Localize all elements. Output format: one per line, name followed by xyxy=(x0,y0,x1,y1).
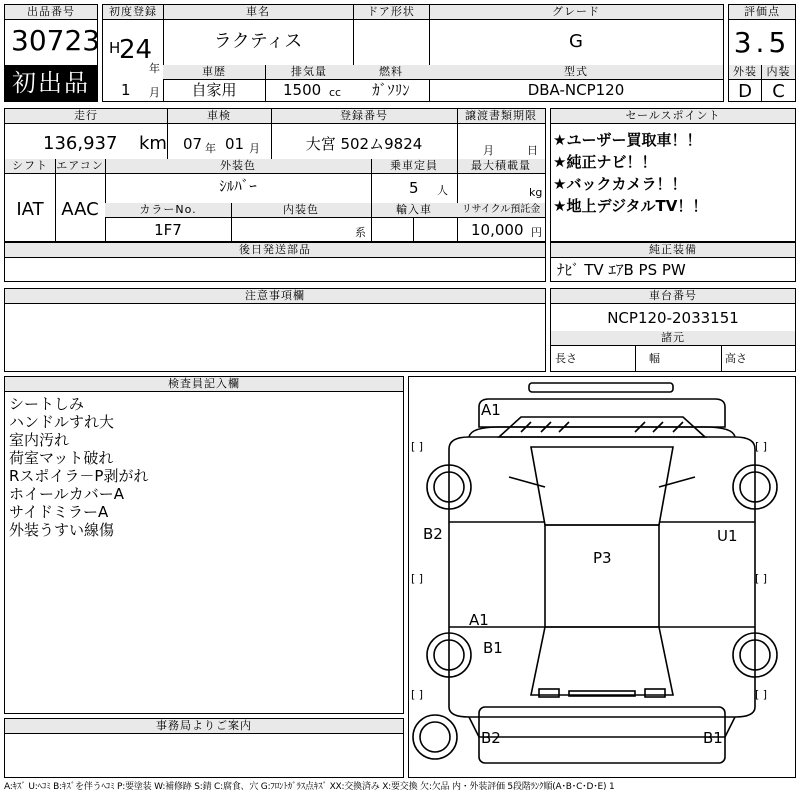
chassis-no-label: 車台番号 xyxy=(551,289,795,304)
first-reg-label: 初度登録 xyxy=(103,5,163,20)
sales-point: ★純正ナビ！！ xyxy=(553,153,657,171)
lot-number-label: 出品番号 xyxy=(5,5,97,20)
fuel-label: 燃料 xyxy=(353,65,429,80)
sales-points-box xyxy=(550,108,796,242)
height-label: 高さ xyxy=(725,352,747,365)
bracket-left-3: [ ] xyxy=(411,688,424,701)
inspector-note: 外装うすい線傷 xyxy=(9,521,115,539)
exterior-score: D xyxy=(738,81,752,102)
transfer-month: 月 xyxy=(483,144,494,157)
mileage-unit: km xyxy=(139,133,167,154)
import-label: 輸入車 xyxy=(371,203,457,218)
chassis-number: NCP120-2033151 xyxy=(607,309,739,327)
fuel: ｶﾞｿﾘﾝ xyxy=(372,81,410,99)
car-name: ラクティス xyxy=(213,31,303,52)
exterior-label: 外装 xyxy=(729,65,761,80)
displacement-unit: cc xyxy=(329,86,342,99)
mark-b2-left: B2 xyxy=(423,525,443,543)
grade-label: グレード xyxy=(429,5,723,20)
bracket-left-1: [ ] xyxy=(411,440,424,453)
model-label: 型式 xyxy=(429,65,723,80)
capacity-label: 乗車定員 xyxy=(371,159,457,174)
car-diagram xyxy=(408,376,796,778)
registration-number: 大宮 502ム9824 xyxy=(305,135,423,153)
mark-p3-roof: P3 xyxy=(593,549,612,567)
recycle-unit: 円 xyxy=(531,226,542,239)
dimensions-label: 諸元 xyxy=(551,331,795,346)
cautions-label: 注意事項欄 xyxy=(5,289,545,304)
later-parts-label: 後日発送部品 xyxy=(5,243,545,258)
year-unit: 年 xyxy=(149,62,160,75)
recycle-label: リサイクル預託金 xyxy=(457,203,545,218)
inspection-month-unit: 月 xyxy=(249,142,260,155)
bracket-right-3: [ ] xyxy=(755,688,768,701)
lot-number: 30723 xyxy=(11,24,101,57)
ext-color-label: 外装色 xyxy=(105,159,371,174)
inspection-month: 01 xyxy=(225,135,245,153)
inspector-note: 荷室マット破れ xyxy=(9,449,114,467)
main-spec-box xyxy=(102,4,724,102)
cautions-box xyxy=(4,288,546,372)
genuine-equipment-box xyxy=(550,242,796,282)
grade: G xyxy=(569,31,583,52)
color-no: 1F7 xyxy=(154,221,182,239)
mark-b1-rear: B1 xyxy=(703,729,723,747)
capacity: 5 xyxy=(409,179,419,197)
inspection-label: 車検 xyxy=(167,109,271,124)
mark-a1-front: A1 xyxy=(481,401,501,419)
int-color-unit: 系 xyxy=(355,226,366,239)
mark-b2-rear: B2 xyxy=(481,729,501,747)
later-parts-box xyxy=(4,242,546,282)
inspector-note: シートしみ xyxy=(9,395,85,413)
year: 24 xyxy=(119,35,153,65)
genuine-equipment: ﾅﾋﾞ TV ｴｱB PS PW xyxy=(557,261,686,279)
color-no-label: カラーNo. xyxy=(105,203,231,218)
displacement: 1500 xyxy=(283,81,322,99)
office-box xyxy=(4,718,404,778)
detail-box xyxy=(4,108,546,242)
displacement-label: 排気量 xyxy=(265,65,353,80)
genuine-equipment-label: 純正装備 xyxy=(551,243,795,258)
score-box xyxy=(728,4,796,102)
shift-label: シフト xyxy=(5,159,55,174)
length-label: 長さ xyxy=(555,352,577,365)
score: 3.5 xyxy=(733,26,791,59)
aircon-label: エアコン xyxy=(56,159,104,172)
reg-no-label: 登録番号 xyxy=(271,109,457,124)
max-load-label: 最大積載量 xyxy=(457,159,545,174)
first-reg-month: 1 xyxy=(121,81,131,99)
sales-points-label: セールスポイント xyxy=(551,109,795,124)
chassis-box xyxy=(550,288,796,372)
transfer-day: 日 xyxy=(527,144,538,157)
mark-u1-right: U1 xyxy=(717,527,738,545)
bracket-left-2: [ ] xyxy=(411,572,424,585)
era: H xyxy=(109,39,121,57)
first-listing-badge: 初出品 xyxy=(5,65,97,101)
sales-point: ★バックカメラ！！ xyxy=(553,175,687,193)
shift: IAT xyxy=(16,199,44,220)
bracket-right-2: [ ] xyxy=(755,572,768,585)
door-label: ドア形状 xyxy=(353,5,429,20)
inspector-note: 室内汚れ xyxy=(9,431,70,449)
inspector-note: ハンドルすれ大 xyxy=(9,413,115,431)
aircon: AAC xyxy=(61,199,99,220)
interior-label: 内装 xyxy=(762,65,795,80)
transfer-deadline-label: 譲渡書類期限 xyxy=(457,109,545,124)
car-name-label: 車名 xyxy=(163,5,353,20)
inspector-note: サイドミラーA xyxy=(9,503,109,521)
inspection-year: 07 xyxy=(183,135,203,153)
history: 自家用 xyxy=(191,81,237,99)
max-load-unit: kg xyxy=(529,186,543,199)
recycle-fee: 10,000 xyxy=(471,221,524,239)
office-label: 事務局よりご案内 xyxy=(5,719,403,734)
month-unit: 月 xyxy=(149,86,160,99)
mark-a1-left-rear: A1 xyxy=(469,611,489,629)
interior-score: C xyxy=(772,81,785,102)
inspector-note: Rスポイラ－P剥がれ xyxy=(9,467,149,485)
inspector-label: 検査員記入欄 xyxy=(5,377,403,392)
mark-b1-left-rear: B1 xyxy=(483,639,503,657)
inspector-notes xyxy=(9,395,148,539)
score-label: 評価点 xyxy=(729,5,795,20)
inspection-year-unit: 年 xyxy=(205,142,216,155)
model: DBA-NCP120 xyxy=(527,81,625,99)
legend: A:ｷｽﾞ U:ﾍｺﾐ B:ｷｽﾞを伴うﾍｺﾐ P:要塗装 W:補修跡 S:錆 C:腐食、穴 G:ﾌﾛﾝﾄｶﾞﾗｽ点ｷｽﾞ XX:交換済み X:要交換 欠:欠品 内・外装評価 5段階ﾗﾝｸ順(A･B･C･D･E) 1 xyxy=(4,782,615,792)
ext-color: ｼﾙﾊﾞｰ xyxy=(219,177,257,195)
car-outline xyxy=(409,377,795,777)
inspector-note: ホイールカバーA xyxy=(9,485,124,503)
width-label: 幅 xyxy=(649,352,660,365)
inspector-box xyxy=(4,376,404,714)
int-color-label: 内装色 xyxy=(231,203,371,218)
sales-points-list xyxy=(553,129,707,217)
sales-point: ★地上デジタルTV！！ xyxy=(553,197,708,215)
capacity-unit: 人 xyxy=(437,184,448,197)
mileage: 136,937 xyxy=(43,133,118,154)
lot-number-box xyxy=(4,4,101,102)
bracket-right-1: [ ] xyxy=(755,440,768,453)
history-label: 車歴 xyxy=(163,65,265,80)
mileage-label: 走行 xyxy=(5,109,167,124)
sales-point: ★ユーザー買取車！！ xyxy=(553,131,702,149)
